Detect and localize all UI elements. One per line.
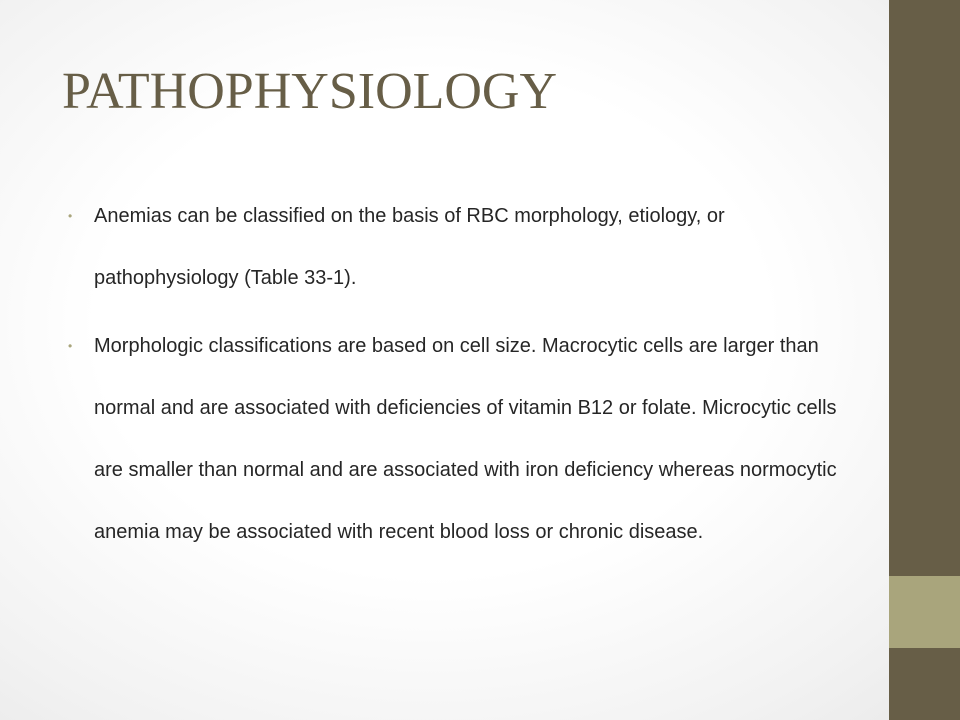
bullet-item-morphologic (68, 315, 848, 563)
bullet-text: Anemias can be classified on the basis of RBC morphology, etiology, or pathophysiology (Table 33-1). (94, 205, 725, 289)
bullet-dot-icon: • (68, 209, 73, 223)
bullet-list (68, 185, 848, 563)
accent-band-middle (889, 576, 960, 648)
bullet-dot-icon: • (68, 339, 73, 353)
bullet-text: Morphologic classifications are based on cell size. Macrocytic cells are larger than normal and are associated with deficiencies of vitamin B12 or folate. Microcytic cells are smaller than normal and are associated with iron deficiency whereas normocytic anemia may be associated with recent blood loss or chronic disease. (94, 335, 837, 543)
slide-title: PATHOPHYSIOLOGY (62, 63, 558, 120)
accent-band-top (889, 0, 960, 576)
accent-band-bottom (889, 648, 960, 720)
bullet-item-classification (68, 185, 848, 309)
